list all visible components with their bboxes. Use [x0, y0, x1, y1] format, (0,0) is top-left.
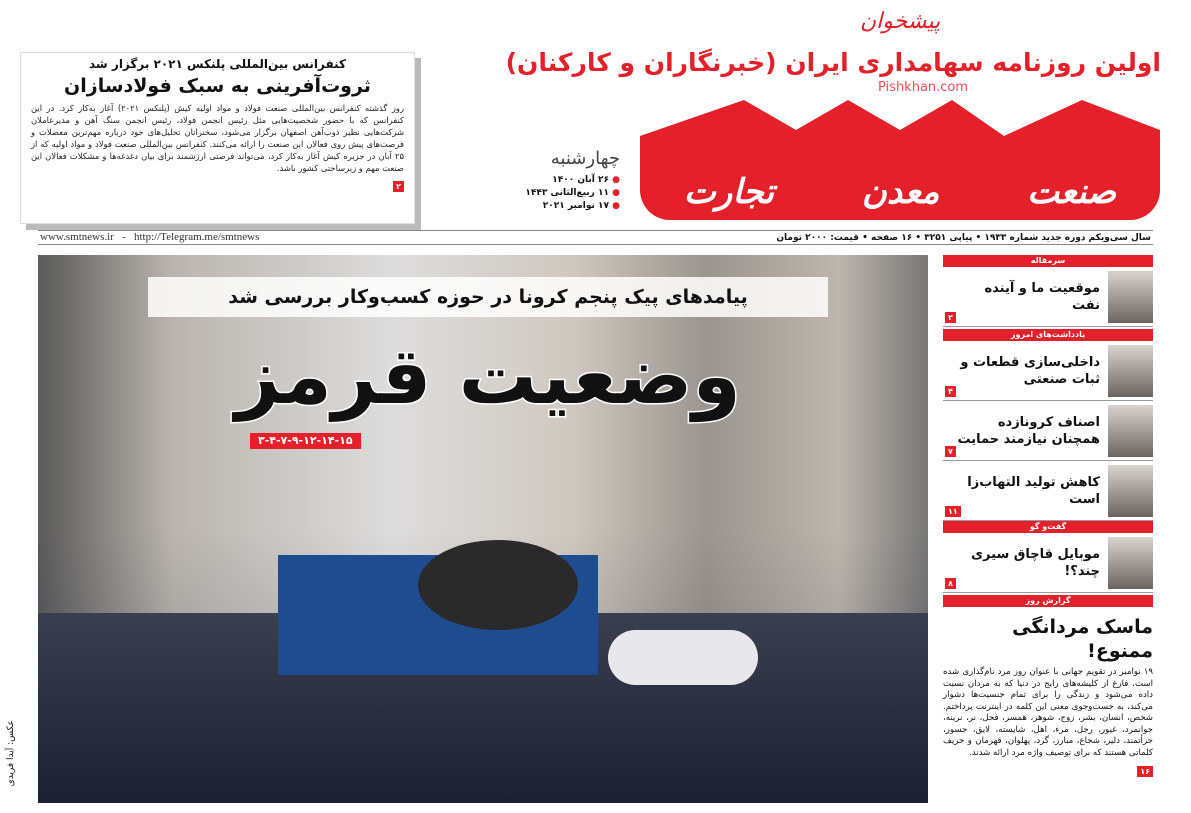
section-report: گزارش روز — [943, 595, 1153, 607]
issue-info: سال سی‌ویکم دوره جدید شماره ۱۹۳۳ • پیاپی ۳۲۵۱ • ۱۶ صفحه • قیمت: ۲۰۰۰ تومان — [776, 233, 1151, 243]
report-body: ۱۹ نوامبر در تقویم جهانی با عنوان روز مرد نام‌گذاری شده است. فارغ از کلیشه‌های رایج در دنیا که به مردان نسبت داده می‌شود و زندگی را برای تمام جنسیت‌ها دشوار می‌کند، به جست‌وجوی معنی این کلمه در اینترنت پرداختم. شخص، انسان، بشر، زوج، شوهر، همسر، فحل، نر، نرینه، جوانمرد، غیور، رجل، مرء، اهل، شایسته، لایق، جسور، جرأتمند، دلیر، شجاع، مبارز، گرد، پهلوان، قهرمان و حریف کلماتی هستند که برای توصیف واژه مرد ارائه شدند. — [943, 667, 1153, 758]
main-pages: ۳-۴-۷-۹-۱۲-۱۴-۱۵ — [250, 433, 361, 449]
watermark: پیشخوان — [860, 9, 941, 34]
page-badge: ۸ — [945, 578, 956, 589]
website-links[interactable]: www.smtnews.ir - http://Telegram.me/smtnews — [40, 231, 260, 243]
page-badge: ۲ — [393, 181, 404, 192]
page-badge: ۲ — [945, 312, 956, 323]
section-editorial: سرمقاله — [943, 255, 1153, 267]
page-badge: ۱۱ — [945, 506, 961, 517]
masthead-tagline: اولین روزنامه سهامداری ایران (خبرنگاران و کارکنان) — [505, 48, 1161, 77]
photo-tank — [418, 540, 578, 630]
report-title: ماسک مردانگی ممنوع! — [1012, 616, 1153, 662]
item-title: داخلی‌سازی قطعات و ثبات صنعتی — [960, 354, 1100, 387]
divider — [38, 244, 1153, 245]
logo-word: تجارت — [683, 172, 775, 212]
top-story-body: روز گذشته کنفرانس بین‌المللی صنعت فولاد و مواد اولیه کیش (پلنکس ۲۰۲۱) آغاز به‌کار کرد. در این کنفرانس که با حضور شخصیت‌هایی مثل رئیس انجمن فولاد، رئیس انجمن سنگ آهن و مدیرعاملان شرکت‌هایی نظیر ذوب‌آهن اصفهان برگزار می‌شود، سخنرانان تحلیل‌های خود درباره مهم‌ترین معضلات و فرصت‌های پیش روی فعالان این صنعت را ارائه می‌کنند. کنفرانس بین‌المللی صنعت فولاد و مواد اولیه که از ۲۵ آبان در جزیره کیش آغاز به‌کار کرد، می‌تواند فرصتی ارزشمند برای بیان دغدغه‌ها و مشکلات فعالان این صنعت مهم و زیرساختی کشور باشد. — [31, 103, 404, 173]
item-title: کاهش تولید التهاب‌زا است — [967, 474, 1100, 507]
top-story-box[interactable] — [20, 52, 415, 224]
top-story-title[interactable]: ثروت‌آفرینی به سبک فولادسازان — [64, 75, 371, 97]
item-title: موقعیت ما و آینده نفت — [984, 280, 1100, 313]
list-item[interactable] — [943, 401, 1153, 461]
main-photo[interactable] — [38, 255, 928, 803]
list-item[interactable] — [943, 533, 1153, 593]
avatar — [1108, 465, 1153, 517]
main-kicker: پیامدهای پیک پنجم کرونا در حوزه کسب‌وکار بررسی شد — [148, 277, 828, 317]
avatar — [1108, 405, 1153, 457]
page-badge: ۴ — [945, 386, 956, 397]
list-item[interactable] — [943, 461, 1153, 521]
gregorian-date: ۱۷ نوامبر ۲۰۲۱ — [542, 201, 609, 211]
logo-word: صنعت — [1027, 172, 1117, 212]
list-item[interactable] — [943, 267, 1153, 327]
watermark-url: Pishkhan.com — [878, 80, 969, 95]
photo-roll — [608, 630, 758, 685]
sidebar — [943, 255, 1153, 778]
date-block: چهارشنبه ● ۲۶ آبان ۱۴۰۰ ● ۱۱ ربیع‌الثانی ۱۴۴۳ ● ۱۷ نوامبر ۲۰۲۱ — [520, 148, 620, 213]
section-notes: یادداشت‌های امروز — [943, 329, 1153, 341]
masthead-logo — [640, 100, 1160, 220]
avatar — [1108, 537, 1153, 589]
avatar — [1108, 271, 1153, 323]
lunar-date: ۱۱ ربیع‌الثانی ۱۴۴۳ — [525, 188, 609, 198]
page-badge: ۷ — [945, 446, 956, 457]
main-headline[interactable]: وضعیت قرمز — [235, 332, 741, 422]
item-title: اصناف کرونازده همچنان نیازمند حمایت — [957, 414, 1100, 447]
solar-date: ۲۶ آبان ۱۴۰۰ — [552, 175, 609, 185]
section-interview: گفت‌و گو — [943, 521, 1153, 533]
report[interactable] — [943, 615, 1153, 778]
photo-credit: عکس: آیدا فریدی — [6, 720, 16, 787]
list-item[interactable] — [943, 341, 1153, 401]
top-story-kicker: کنفرانس بین‌المللی پلنکس ۲۰۲۱ برگزار شد — [89, 57, 346, 71]
avatar — [1108, 345, 1153, 397]
item-title: موبایل قاچاق سیری چند؟! — [971, 546, 1100, 579]
logo-word: معدن — [861, 172, 940, 212]
weekday: چهارشنبه — [550, 148, 620, 169]
page-badge: ۱۶ — [1137, 766, 1153, 777]
